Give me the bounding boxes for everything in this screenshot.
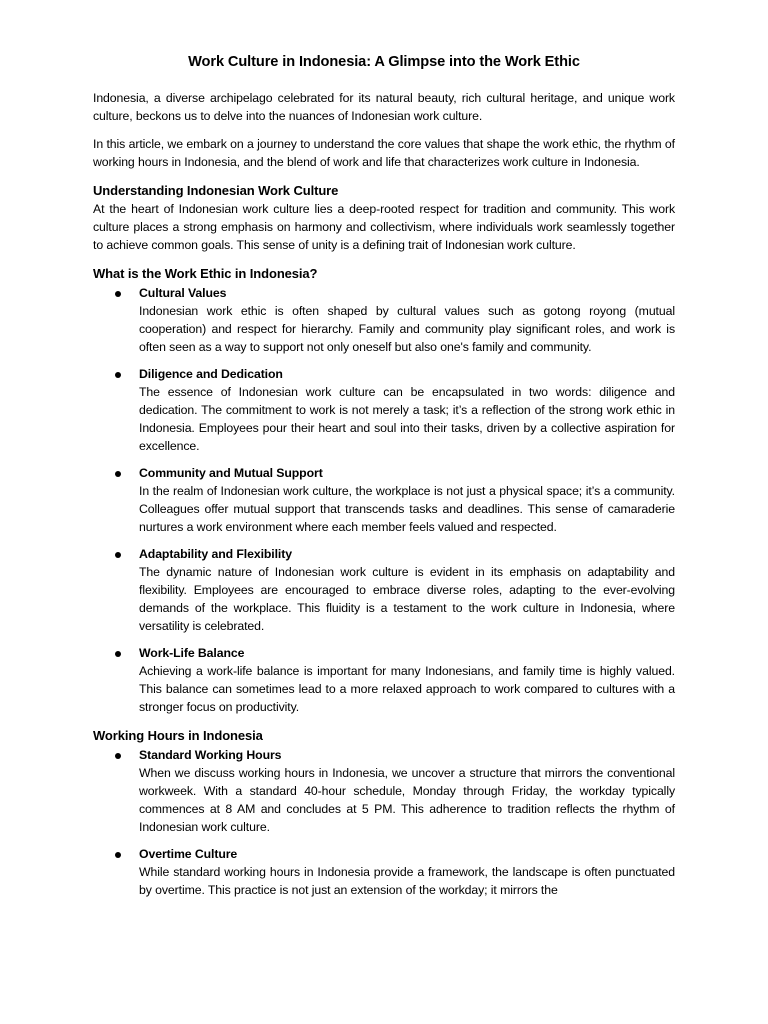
working-hours-list [93,746,675,899]
section-heading-understanding: Understanding Indonesian Work Culture [93,183,339,198]
document-title: Work Culture in Indonesia: A Glimpse into the Work Ethic [188,54,580,70]
section-heading-work-ethic: What is the Work Ethic in Indonesia? [93,266,318,281]
list-item-body: In the realm of Indonesian work culture, the workplace is not just a physical space; it’s a community. Colleagues offer mutual support that transcends tasks and deadlines. This sense of camaraderie nurtures a work environment where each member feels valued and respected. [139,484,675,534]
list-item-title: Overtime Culture [139,847,238,861]
section-body-understanding: At the heart of Indonesian work culture lies a deep-rooted respect for tradition and community. This work culture places a strong emphasis on harmony and collectivism, where individuals work seamlessly together to achieve common goals. This sense of unity is a defining trait of Indonesian work culture. [93,202,675,252]
intro-paragraph: In this article, we embark on a journey to understand the core values that shape the work ethic, the rhythm of working hours in Indonesia, and the blend of work and life that characterizes work culture in Indonesia. [93,137,675,169]
list-item-body: The dynamic nature of Indonesian work culture is evident in its emphasis on adaptability and flexibility. Employees are encouraged to embrace diverse roles, adapting to the ever-evolving demands of the workplace. This fluidity is a testament to the work culture in Indonesia, where versatility is celebrated. [139,565,675,633]
list-item-body: While standard working hours in Indonesia provide a framework, the landscape is often punctuated by overtime. This practice is not just an extension of the workday; it mirrors the [139,865,675,897]
list-item [93,845,675,899]
list-item-body: Indonesian work ethic is often shaped by cultural values such as gotong royong (mutual cooperation) and respect for hierarchy. Family and community play significant roles, and work is often seen as a way to support not only oneself but also one's family and community. [139,304,675,354]
bullet-icon [115,372,121,378]
section-heading-working-hours: Working Hours in Indonesia [93,728,263,743]
list-item [93,284,675,356]
bullet-icon [115,471,121,477]
work-ethic-list [93,284,675,716]
list-item [93,746,675,836]
list-item [93,545,675,635]
list-item-title: Standard Working Hours [139,748,282,762]
list-item-body: Achieving a work-life balance is important for many Indonesians, and family time is highly valued. This balance can sometimes lead to a more relaxed approach to work compared to cultures with a stronger focus on productivity. [139,664,675,714]
intro-paragraph: Indonesia, a diverse archipelago celebrated for its natural beauty, rich cultural heritage, and unique work culture, beckons us to delve into the nuances of Indonesian work culture. [93,91,675,123]
list-item-body: When we discuss working hours in Indonesia, we uncover a structure that mirrors the conventional workweek. With a standard 40-hour schedule, Monday through Friday, the workday typically commences at 8 AM and concludes at 5 PM. This adherence to tradition reflects the rhythm of Indonesian work culture. [139,766,675,834]
bullet-icon [115,651,121,657]
bullet-icon [115,753,121,759]
document-page [93,52,675,908]
list-item [93,365,675,455]
list-item [93,644,675,716]
bullet-icon [115,852,121,858]
bullet-icon [115,291,121,297]
list-item-body: The essence of Indonesian work culture can be encapsulated in two words: diligence and dedication. The commitment to work is not merely a task; it’s a reflection of the strong work ethic in Indonesia. Employees pour their heart and soul into their tasks, driven by a collective aspiration for excellence. [139,385,675,453]
list-item-title: Adaptability and Flexibility [139,547,292,561]
list-item-title: Diligence and Dedication [139,367,283,381]
list-item-title: Work-Life Balance [139,646,245,660]
list-item-title: Cultural Values [139,286,227,300]
list-item-title: Community and Mutual Support [139,466,323,480]
bullet-icon [115,552,121,558]
list-item [93,464,675,536]
